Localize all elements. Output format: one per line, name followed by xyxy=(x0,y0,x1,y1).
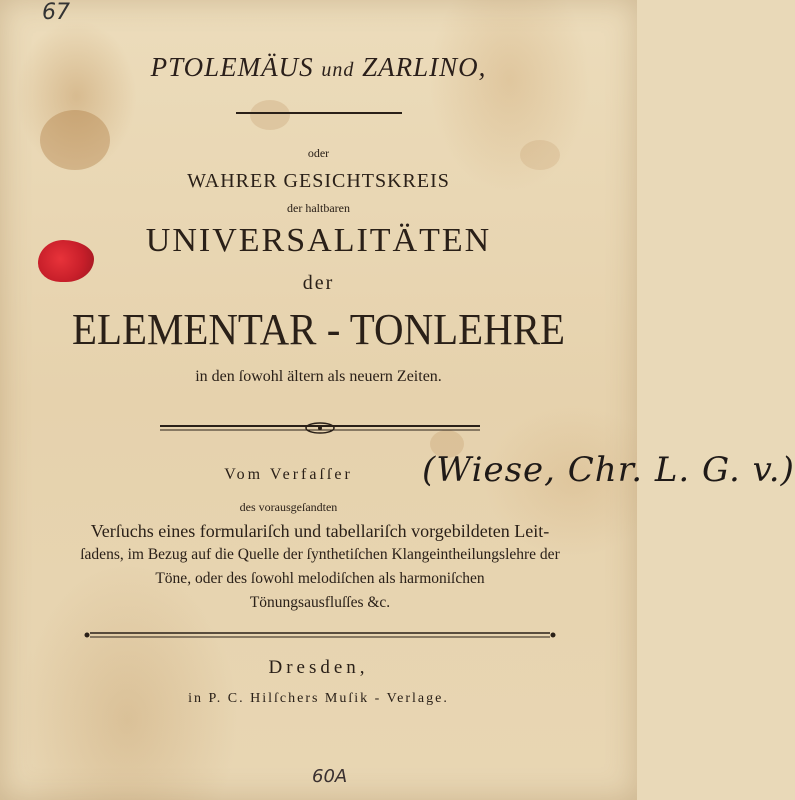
subtitle-line1: WAHRER GESICHTSKREIS xyxy=(187,170,450,192)
author-sub: des vorausgeſandten xyxy=(239,500,338,514)
subtitle-line2: UNIVERSALITÄTEN xyxy=(145,222,492,259)
publisher: in P. C. Hilſchers Muſik - Verlage. xyxy=(188,691,449,706)
double-rule xyxy=(84,630,556,640)
place-of-publication: Dresden, xyxy=(268,657,369,678)
body-line-4: Tönungsausfluſſes &c. xyxy=(249,594,391,611)
body-line-3: Töne, oder des ſowohl melodiſchen als harmoniſchen xyxy=(155,570,485,587)
author-intro: Vom Verfaſſer xyxy=(224,466,353,483)
stain xyxy=(40,110,110,170)
subtitle-der: der haltbaren xyxy=(287,201,350,215)
subtitle-line3: ELEMENTAR - TONLEHRE xyxy=(71,305,566,354)
corner-pencil-mark: 67 xyxy=(42,0,70,25)
subtitle-der2: der xyxy=(302,272,335,294)
shelfmark: 60A xyxy=(312,766,348,787)
stain xyxy=(250,100,290,130)
title-part2: ZARLINO, xyxy=(362,52,487,82)
ornamental-rule xyxy=(160,420,480,436)
handwritten-attribution: (Wiese, Chr. L. G. v.) xyxy=(422,450,795,490)
subtitle-line4: in den ſowohl ältern als neuern Zeiten. xyxy=(195,368,442,385)
oder-text: oder xyxy=(307,146,330,160)
body-text xyxy=(70,519,570,615)
main-title xyxy=(0,52,637,83)
title-rule xyxy=(236,112,402,114)
title-und: und xyxy=(321,59,355,81)
body-line-1: Verſuchs eines formulariſch und tabellariſch vorgebildeten Leit- xyxy=(90,521,550,541)
body-line-2: ſadens, im Bezug auf die Quelle der ſynthetiſchen Klangeintheilungslehre der xyxy=(80,546,560,563)
title-part1: PTOLEMÄUS xyxy=(150,52,314,82)
